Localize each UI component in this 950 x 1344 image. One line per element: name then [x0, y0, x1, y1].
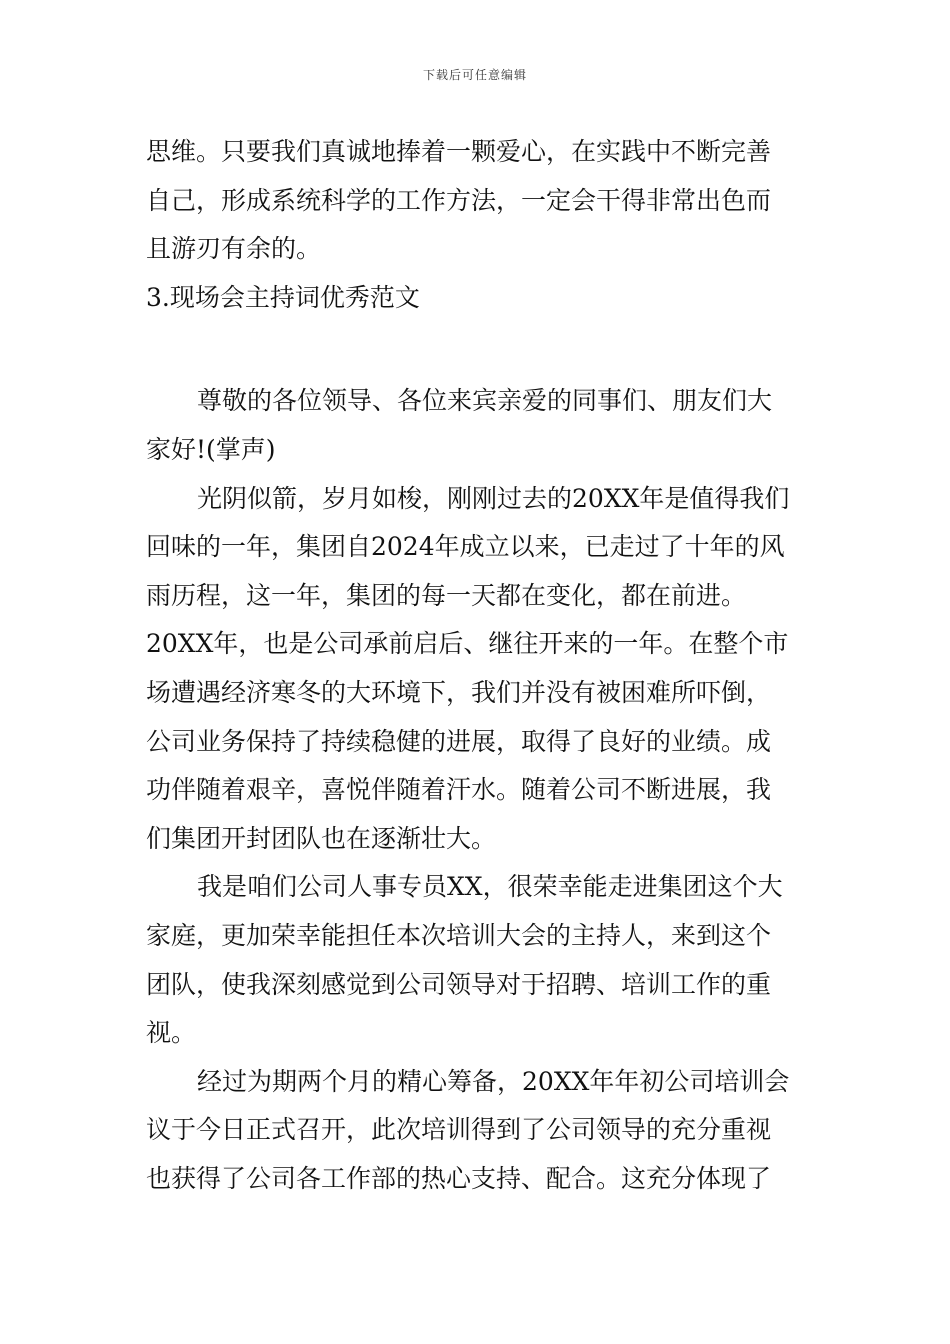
text-line: 思维。只要我们真诚地捧着一颗爱心，在实践中不断完善: [146, 137, 772, 166]
text-line: 经过为期两个月的精心筹备，20XX年年初公司培训会: [197, 1066, 790, 1096]
text-line: 家庭，更加荣幸能担任本次培训大会的主持人，来到这个: [146, 920, 772, 950]
text-line: 场遭遇经济寒冬的大环境下，我们并没有被困难所吓倒，: [146, 677, 772, 707]
section-heading: 3.现场会主持词优秀范文: [146, 282, 420, 312]
text-line: 回味的一年，集团自2024年成立以来，已走过了十年的风: [146, 532, 785, 562]
text-line: 且游刃有余的。: [146, 234, 322, 264]
text-line: 议于今日正式召开，此次培训得到了公司领导的充分重视: [146, 1115, 772, 1145]
text-line: 尊敬的各位领导、各位来宾亲爱的同事们、朋友们大: [197, 386, 773, 416]
text-line: 雨历程，这一年，集团的每一天都在变化，都在前进。: [146, 580, 747, 610]
text-line: 家好!(掌声): [146, 434, 276, 464]
text-line: 也获得了公司各工作部的热心支持、配合。这充分体现了: [146, 1163, 772, 1193]
document-body: [146, 128, 808, 1203]
text-line: 功伴随着艰辛，喜悦伴随着汗水。随着公司不断进展，我: [146, 775, 772, 805]
text-line: 自己，形成系统科学的工作方法，一定会干得非常出色而: [146, 185, 772, 215]
text-line: 我是咱们公司人事专员XX，很荣幸能走进集团这个大: [197, 872, 783, 902]
text-line: 视。: [146, 1018, 197, 1048]
text-line: 公司业务保持了持续稳健的进展，取得了良好的业绩。成: [146, 726, 772, 756]
page-header: 下载后可任意编辑: [422, 68, 527, 82]
text-line: 团队，使我深刻感觉到公司领导对于招聘、培训工作的重: [146, 969, 772, 999]
text-line: 20XX年，也是公司承前启后、继往开来的一年。在整个市: [146, 629, 789, 659]
text-line: 们集团开封团队也在逐渐壮大。: [146, 823, 497, 853]
text-line: 光阴似箭，岁月如梭，刚刚过去的20XX年是值得我们: [197, 483, 790, 513]
